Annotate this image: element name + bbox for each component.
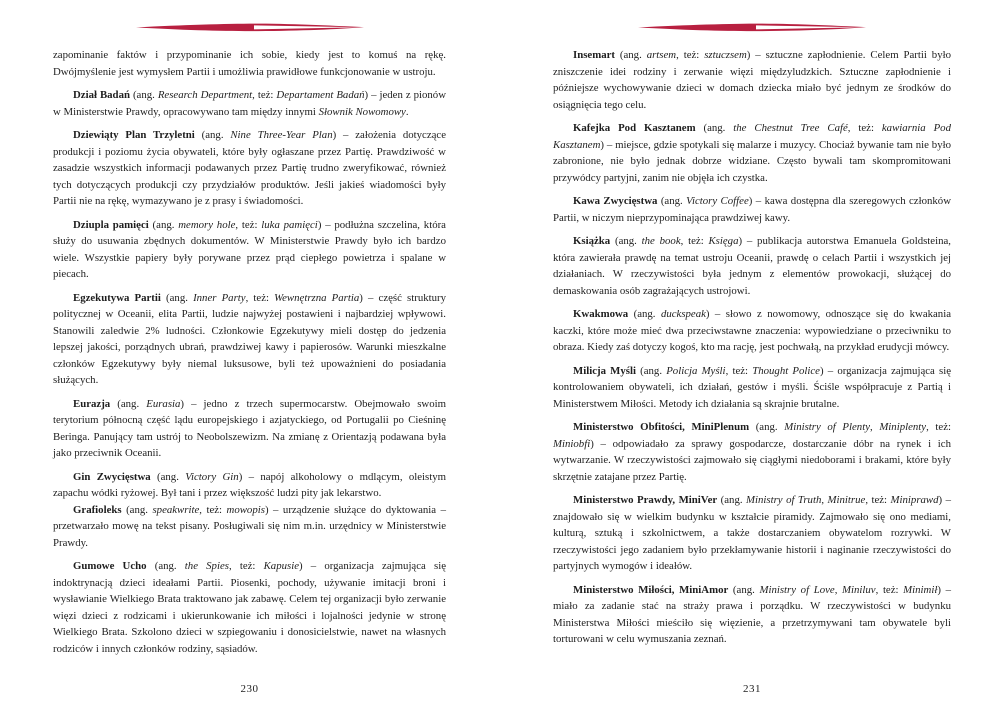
glossary-entry: Kafejka Pod Kasztanem (ang. the Chestnut Tree Café, też: kawiarnia Pod Kasztanem) – miejsce, gdzie spotykali się malarze i muzycy. Chociaż bywanie tam nie było zabronione, nie było jednak dobrze widziane. Często bywali tam skompromitowani przywódcy partyjni, zanim nie objęła ich czystka.: [553, 122, 951, 184]
page-number-left: 230: [240, 683, 259, 695]
divider-ornament-icon: [135, 21, 365, 33]
page-left: [53, 0, 446, 721]
glossary-entry: Ministerstwo Miłości, MiniAmor (ang. Ministry of Love, Miniluv, też: Minimił) – miało za zadanie stać na straży prawa i porządku. W rzeczywistości w budynku Ministerstwa Miłości mieściło się więzienie, a przetrzymywani tam obywatele byli torturowani w celu wymuszania zeznań.: [553, 583, 951, 645]
glossary-entry: Egzekutywa Partii (ang. Inner Party, też: Wewnętrzna Partia) – część struktury politycznej w Oceanii, elita Partii, ludzie najwyżej postawieni i najbardziej wpływowi. Stanowili zaledwie 2% ludności. Członkowie Egzekutywy mieli dostęp do jedzenia lepszej jakości, porządnych ubrań, prawdziwej kawy i papierosów. Warunki mieszkalne członków Egzekutywy były niemal luksusowe, byli też upoważnieni do posiadania służących.: [53, 291, 447, 386]
continuation-paragraph: zapominanie faktów i przypominanie ich sobie, kiedy jest to komuś na rękę. Dwójmyślenie jest wymysłem Partii i umożliwia prawidłowe funkcjonowanie w ustroju.: [53, 49, 446, 78]
glossary-entry: Eurazja (ang. Eurasia) – jedno z trzech supermocarstw. Obejmowało swoim terytorium północną część lądu europejskiego i azjatyckiego, od Portugalii po Cieśninę Beringa. Panujący tam ustrój to Neobolszewizm. Na zmianę z Orientazją podawana była jako przeciwnik Oceanii.: [53, 397, 446, 459]
glossary-entry: Ministerstwo Prawdy, MiniVer (ang. Ministry of Truth, Minitrue, też: Miniprawd) – znajdowało się w wielkim budynku w kształcie piramidy. Zajmowało się ono mediami, kulturą, sztuką i szkolnictwem, a także dostarczaniem obywatelom rozrywki. W rzeczywistości jego zadaniem było przekłamywanie historii i naginanie rzeczywistości do partyjnych wymogów i ideałów.: [553, 494, 951, 572]
glossary-entry: Kawa Zwycięstwa (ang. Victory Coffee) – kawa dostępna dla szeregowych członków Partii, w niczym nieprzypominająca prawdziwej kawy.: [553, 195, 951, 224]
glossary-entry: Gin Zwycięstwa (ang. Victory Gin) – napój alkoholowy o mdlącym, oleistym zapachu wódki ryżowej. Był tani i przez większość ludzi pity jak lekarstwo.: [53, 470, 447, 499]
glossary-entry: Grafioleks (ang. speakwrite, też: mowopis) – urządzenie służące do dyktowania – przetwarzało mowę na tekst pisany. Posługiwali się nim m.in. urzędnicy w Ministerstwie Prawdy.: [53, 503, 446, 549]
glossary-entry: Kwakmowa (ang. duckspeak) – słowo z nowomowy, odnoszące się do kwakania kaczki, które może mieć dwa przeciwstawne znaczenia: wypowiedziane o przeciwniku to obraza. Kiedy zaś dotyczy kogoś, kto ma rację, jest pochwałą, na przykład erudycji mówcy.: [553, 308, 951, 353]
glossary-entry: Gumowe Ucho (ang. the Spies, też: Kapusie) – organizacja zajmująca się indoktrynacją dzieci ideałami Partii. Piosenki, pochody, używanie imitacji broni i wysławianie Wielkiego Brata traktowano jak zabawę. Celem tej organizacji było zerwanie więzi dzieci z rodzicami i ukierunkowanie ich miłości i lojalności jedynie w stronę Wielkiego Brata. Szkolono dzieci w szpiegowaniu i donosicielstwie, nawet na własnych rodziców i innych członków rodziny, sąsiadów.: [53, 560, 446, 655]
glossary-entry: Ministerstwo Obfitości, MiniPlenum (ang. Ministry of Plenty, Miniplenty, też: Miniobfi) – odpowiadało za sprawy gospodarcze, dostarczanie dóbr na rynek i ich wytwarzanie. W rzeczywistości zajmowało się ciągłymi niedoborami i brakami, które były skrzętnie zatajane przez Partię.: [553, 421, 951, 483]
glossary-entry: Dziewiąty Plan Trzyletni (ang. Nine Three-Year Plan) – założenia dotyczące produkcji i poziomu życia obywateli, które były ogłaszane przez Partię. Prawdziwość w zasadzie wszystkich informacji podawanych przez Partię trudno zweryfikować, również tych dotyczących produkcji czy przydziałów produktów. Jeśli jakieś wiadomości były Partii nie na rękę, wymazywano je z prasy i świadomości.: [53, 129, 446, 207]
glossary-entry: Książka (ang. the book, też: Księga) – publikacja autorstwa Emanuela Goldsteina, która zawierała prawdę na temat ustroju Oceanii, prawdę o celach Partii i wszystkich jej działaniach. W rzeczywistości była jednym z elementów prowokacji, służącej do demaskowania osób zagrażających ustrojowi.: [553, 235, 951, 297]
left-text-column: [53, 47, 446, 657]
glossary-entry: Insemart (ang. artsem, też: sztuczsem) – sztuczne zapłodnienie. Celem Partii było zniszczenie idei rodziny i zerwanie więzi międzyludzkich. Sztuczne zapłodnienie i późniejsze wychowywanie dzieci w domach dziecka miało być jednym ze środków do osiągnięcia tego celu.: [553, 49, 951, 111]
page-number-right: 231: [743, 683, 761, 695]
page-header-ornament: [553, 21, 951, 34]
glossary-entry: Dział Badań (ang. Research Department, też: Departament Badań) – jeden z pionów w Ministerstwie Prawdy, opracowywano tam między innymi Słownik Nowomowy.: [53, 89, 446, 118]
right-text-column: [553, 47, 951, 648]
divider-ornament-icon: [637, 21, 867, 33]
glossary-entry: Milicja Myśli (ang. Policja Myśli, też: Thought Police) – organizacja zajmująca się kontrolowaniem obywateli, ich działań, gestów i myśli. Ściśle współpracuje z Partią i Ministerstwem Miłości. Metody ich działania są skrajnie brutalne.: [553, 364, 952, 410]
glossary-entry: Dziupla pamięci (ang. memory hole, też: luka pamięci) – podłużna szczelina, która służy do usuwania zbędnych dokumentów. W Ministerstwie Prawdy było ich bardzo wiele. Wszystkie papiery były porywane przez prąd ciepłego powietrza i spalane w piecach.: [53, 218, 446, 280]
page-right: [553, 0, 951, 721]
page-header-ornament: [53, 21, 446, 34]
